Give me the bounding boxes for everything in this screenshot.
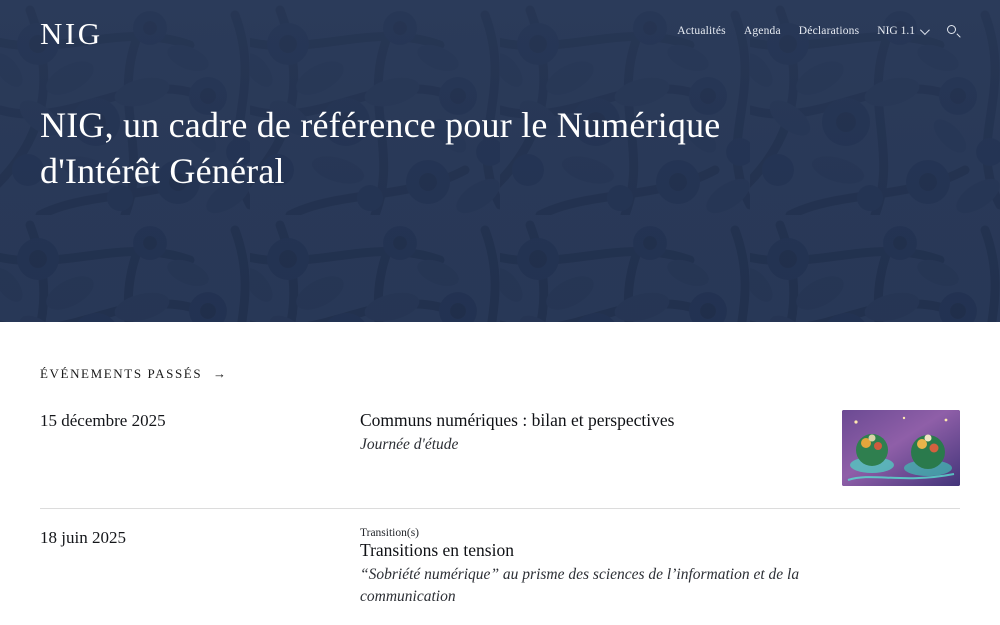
version-dropdown-label: NIG 1.1: [877, 25, 915, 37]
site-logo[interactable]: NIG: [40, 15, 103, 51]
illustration-communs-numeriques: [842, 410, 960, 486]
event-title[interactable]: Transitions en tension: [360, 540, 514, 560]
event-date: 18 juin 2025: [40, 528, 126, 547]
event-kicker: Transition(s): [360, 527, 419, 539]
event-subtitle: “Sobriété numérique” au prisme des sciences de l’information et de la communication: [360, 565, 800, 605]
chevron-down-icon: [920, 25, 930, 35]
event-subtitle: Journée d'étude: [360, 435, 459, 453]
arrow-right-icon: →: [213, 366, 228, 381]
main-content: [0, 322, 1000, 625]
nav-item-agenda[interactable]: Agenda: [743, 25, 781, 37]
list-item[interactable]: [40, 509, 960, 625]
version-dropdown[interactable]: [877, 25, 927, 37]
event-title[interactable]: Communs numériques : bilan et perspectives: [360, 410, 675, 430]
event-date: 15 décembre 2025: [40, 411, 166, 430]
search-icon[interactable]: [947, 25, 960, 38]
section-heading-label: ÉVÉNEMENTS PASSÉS: [40, 366, 203, 381]
page-title: NIG, un cadre de référence pour le Numérique d'Intérêt Général: [40, 105, 721, 192]
nav-item-actualites[interactable]: Actualités: [677, 25, 726, 37]
event-thumbnail[interactable]: [842, 410, 960, 486]
nav-item-declarations[interactable]: Déclarations: [798, 25, 860, 37]
section-heading-past-events[interactable]: [40, 322, 960, 392]
list-item[interactable]: [40, 392, 960, 509]
top-navigation: [40, 0, 960, 62]
